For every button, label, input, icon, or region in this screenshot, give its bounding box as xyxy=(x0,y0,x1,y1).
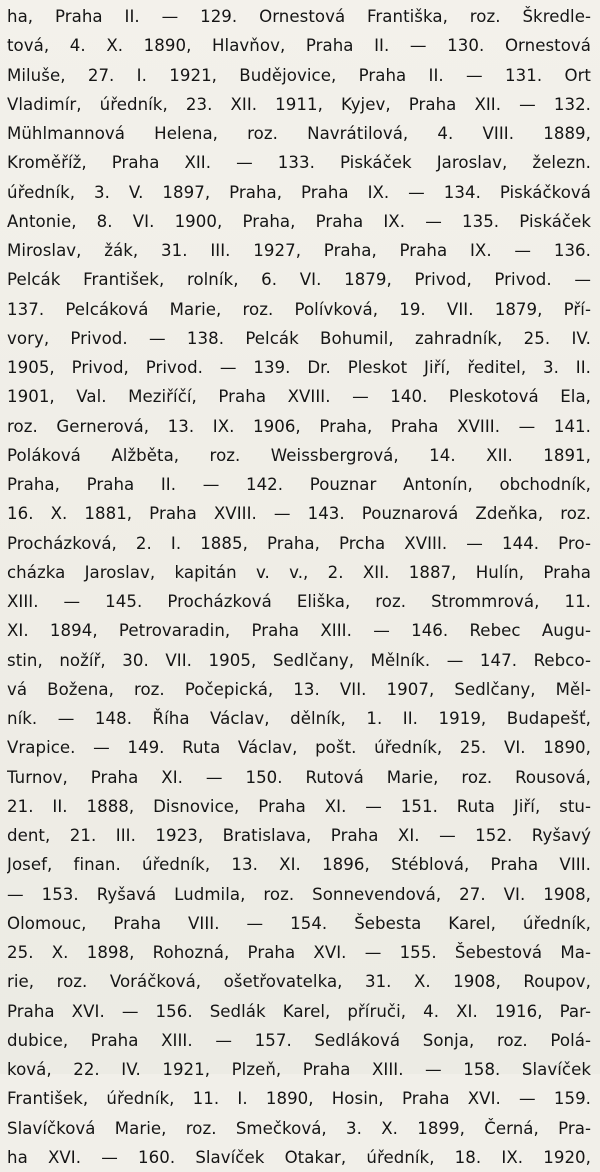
text-line: Antonie, 8. VI. 1900, Praha, Praha IX. — 135. Piskáček xyxy=(7,211,591,231)
text-line: ník. — 148. Říha Václav, dělník, 1. II. 1919, Budapešť, xyxy=(7,709,591,728)
text-line: 1905, Privod, Privod. — 139. Dr. Pleskot Jiří, ředitel, 3. II. xyxy=(7,358,591,377)
text-line: Kroměříž, Praha XII. — 133. Piskáček Jaroslav, železn. xyxy=(7,153,591,173)
text-line: Vladimír, úředník, 23. XII. 1911, Kyjev, Praha XII. — 132. xyxy=(7,94,591,114)
text-line: — 153. Ryšavá Ludmila, roz. Sonnevendová, 27. VI. 1908, xyxy=(7,884,591,904)
text-line: ková, 22. IV. 1921, Plzeň, Praha XIII. — 158. Slavíček xyxy=(7,1060,591,1079)
text-line: Pelcák František, rolník, 6. VI. 1879, Privod, Privod. — xyxy=(7,270,591,290)
text-line: dent, 21. III. 1923, Bratislava, Praha XI. — 152. Ryšavý xyxy=(7,826,591,845)
text-line: vory, Privod. — 138. Pelcák Bohumil, zahradník, 25. IV. xyxy=(7,328,591,348)
text-line: Olomouc, Praha VIII. — 154. Šebesta Karel, úředník, xyxy=(7,913,591,933)
document-text-block xyxy=(7,2,591,1172)
text-line: 16. X. 1881, Praha XVIII. — 143. Pouznarová Zdeňka, roz. xyxy=(7,504,591,524)
text-line: Miroslav, žák, 31. III. 1927, Praha, Praha IX. — 136. xyxy=(7,241,591,260)
text-line: Procházková, 2. I. 1885, Praha, Prcha XVIII. — 144. Pro- xyxy=(7,533,591,553)
text-line: cházka Jaroslav, kapitán v. v., 2. XII. 1887, Hulín, Praha xyxy=(7,562,591,582)
text-line: 21. II. 1888, Disnovice, Praha XI. — 151. Ruta Jiří, stu- xyxy=(7,796,591,816)
text-line: Mühlmannová Helena, roz. Navrátilová, 4. VIII. 1889, xyxy=(7,124,591,143)
text-line: ha XVI. — 160. Slavíček Otakar, úředník, 18. IX. 1920, xyxy=(7,1147,591,1167)
text-line: XIII. — 145. Procházková Eliška, roz. Strommrová, 11. xyxy=(7,592,591,611)
text-line: XI. 1894, Petrovaradin, Praha XIII. — 146. Rebec Augu- xyxy=(7,621,591,641)
text-line: ha, Praha II. — 129. Ornestová Františka, roz. Škredle- xyxy=(7,7,591,26)
text-line: úředník, 3. V. 1897, Praha, Praha IX. — 134. Piskáčková xyxy=(7,182,591,202)
text-line: tová, 4. X. 1890, Hlavňov, Praha II. — 130. Ornestová xyxy=(7,36,591,56)
text-line: dubice, Praha XIII. — 157. Sedláková Sonja, roz. Polá- xyxy=(7,1030,591,1050)
text-line: 1901, Val. Meziříčí, Praha XVIII. — 140. Pleskotová Ela, xyxy=(7,387,591,407)
text-line: Vrapice. — 149. Ruta Václav, pošt. úředník, 25. VI. 1890, xyxy=(7,738,591,758)
text-line: Praha, Praha II. — 142. Pouznar Antonín, obchodník, xyxy=(7,475,591,494)
text-line: stin, nožíř, 30. VII. 1905, Sedlčany, Mělník. — 147. Rebco- xyxy=(7,650,591,670)
text-line: František, úředník, 11. I. 1890, Hosin, Praha XVI. — 159. xyxy=(7,1089,591,1109)
text-line: roz. Gernerová, 13. IX. 1906, Praha, Praha XVIII. — 141. xyxy=(7,416,591,436)
text-line: Miluše, 27. I. 1921, Budějovice, Praha II. — 131. Ort xyxy=(7,65,591,85)
text-line: 137. Pelcáková Marie, roz. Polívková, 19. VII. 1879, Pří- xyxy=(7,299,591,319)
text-line: Josef, finan. úředník, 13. XI. 1896, Stéblová, Praha VIII. xyxy=(7,855,591,875)
text-line: 25. X. 1898, Rohozná, Praha XVI. — 155. Šebestová Ma- xyxy=(7,943,591,962)
text-line: Poláková Alžběta, roz. Weissbergrová, 14. XII. 1891, xyxy=(7,445,591,465)
text-line: Praha XVI. — 156. Sedlák Karel, příruči, 4. XI. 1916, Par- xyxy=(7,1001,591,1021)
text-line: Slavíčková Marie, roz. Smečková, 3. X. 1899, Černá, Pra- xyxy=(7,1118,591,1138)
text-line: rie, roz. Voráčková, ošetřovatelka, 31. X. 1908, Roupov, xyxy=(7,972,591,992)
text-line: vá Božena, roz. Počepická, 13. VII. 1907, Sedlčany, Měl- xyxy=(7,679,591,699)
text-line: Turnov, Praha XI. — 150. Rutová Marie, roz. Rousová, xyxy=(7,767,591,787)
